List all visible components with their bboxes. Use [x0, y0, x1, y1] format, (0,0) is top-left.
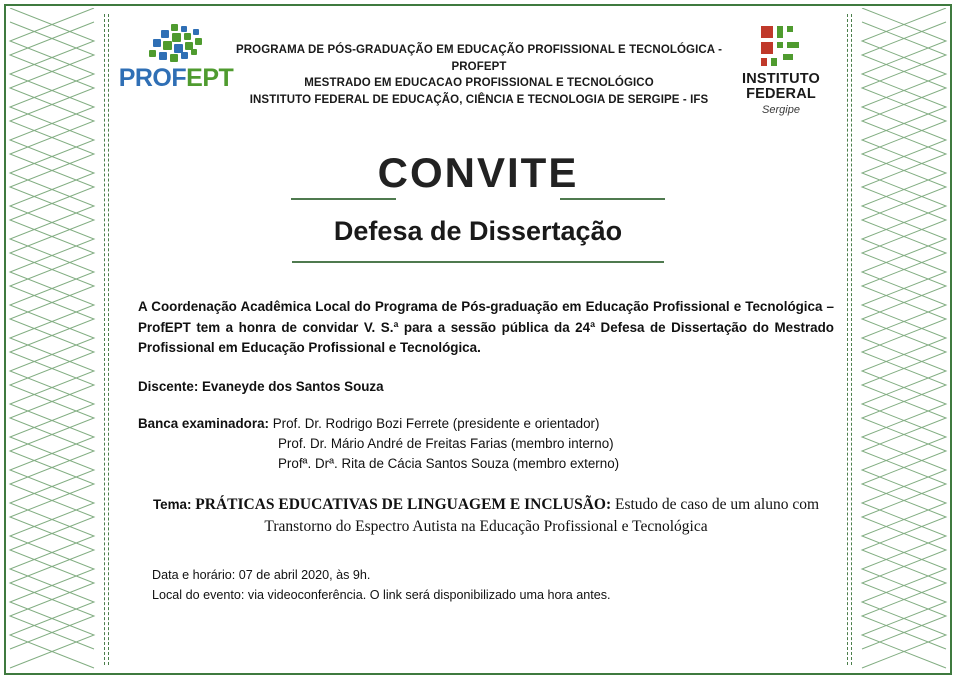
title-rules	[116, 194, 840, 204]
profept-wordmark	[116, 66, 236, 91]
title-rule-right	[560, 198, 665, 200]
title-block	[116, 149, 840, 263]
board-member-2: Prof. Dr. Mário André de Freitas Farias (membro interno)	[278, 435, 614, 451]
dashed-divider-left	[104, 14, 105, 665]
zigzag-ornament-right	[860, 8, 948, 671]
page-subtitle: Defesa de Dissertação	[333, 216, 623, 247]
document-body	[116, 297, 840, 605]
institution-header-text	[236, 20, 722, 109]
board-first-row	[138, 414, 834, 434]
profept-logo	[116, 20, 236, 91]
zigzag-ornament-left	[8, 8, 96, 671]
page-title: CONVITE	[377, 149, 579, 197]
document-content	[116, 12, 840, 667]
event-datetime: Data e horário: 07 de abril 2020, às 9h.	[152, 567, 371, 582]
profept-pixel-icon	[145, 24, 207, 64]
invitation-paragraph: A Coordenação Acadêmica Local do Programa de Pós-graduação em Educação Profissional e Tecnológica – ProfEPT tem a honra de convidar V. S.ª para a sessão pública da 24ª Defesa de Dissertação do Mestrado Profissional em Educação Profissional e Tecnológica.	[138, 299, 834, 356]
dashed-divider-left-inner	[108, 14, 109, 665]
document-header	[116, 12, 840, 116]
theme-title-strong: PRÁTICAS EDUCATIVAS DE LINGUAGEM E INCLUSÃO:	[195, 495, 612, 513]
subtitle-rule	[292, 261, 664, 263]
board-label: Banca examinadora:	[138, 415, 269, 431]
instituto-federal-mark-icon	[759, 24, 803, 68]
examination-board	[138, 414, 834, 474]
theme-label: Tema:	[152, 496, 192, 512]
dashed-divider-right	[851, 14, 852, 665]
theme-title-rest: Estudo de caso de um aluno com Transtorno do Espectro Autista na Educação Profissional e Tecnológica	[264, 495, 820, 536]
dashed-divider-right-inner	[847, 14, 848, 665]
event-location: Local do evento: via videoconferência. O link será disponibilizado uma hora antes.	[152, 587, 611, 602]
board-member-1: Prof. Dr. Rodrigo Bozi Ferrete (presidente e orientador)	[272, 415, 600, 431]
student-line: Discente: Evaneyde dos Santos Souza	[138, 378, 384, 394]
if-logo-line-2: FEDERAL	[746, 86, 816, 103]
if-logo-line-1: INSTITUTO	[741, 71, 821, 87]
thesis-theme	[138, 494, 834, 539]
header-line-1: PROGRAMA DE PÓS-GRADUAÇÃO EM EDUCAÇÃO PROFISSIONAL E TECNOLÓGICA - PROFEPT	[236, 44, 722, 73]
instituto-federal-logo	[722, 20, 840, 116]
header-line-3: INSTITUTO FEDERAL DE EDUCAÇÃO, CIÊNCIA E TECNOLOGIA DE SERGIPE - IFS	[249, 94, 709, 107]
title-rule-left	[291, 198, 396, 200]
header-line-2: MESTRADO EM EDUCACAO PROFISSIONAL E TECNOLÓGICO	[304, 77, 654, 90]
profept-wordmark-pro: PROF	[118, 64, 187, 92]
if-logo-campus: Sergipe	[762, 104, 800, 117]
event-details	[138, 565, 834, 605]
board-member-3: Profª. Drª. Rita de Cácia Santos Souza (membro externo)	[278, 455, 620, 471]
profept-wordmark-ept: EPT	[186, 64, 234, 92]
